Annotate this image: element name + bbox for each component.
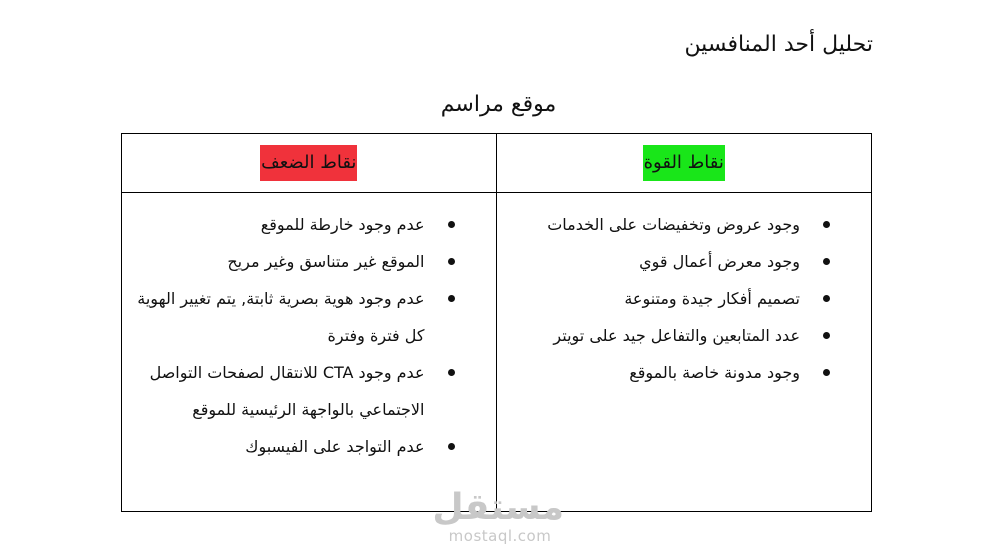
strength-item-text: وجود معرض أعمال قوي — [639, 252, 800, 271]
weakness-item — [125, 354, 425, 428]
weakness-item-text: عدم وجود CTA للانتقال لصفحات التواصل الاجتماعي بالواجهة الرئيسية للموقع — [149, 363, 425, 419]
table-caption: موقع مراسم — [440, 92, 557, 117]
weakness-item — [125, 428, 425, 465]
watermark-logo: مستقل — [432, 487, 564, 528]
weakness-item — [125, 243, 425, 280]
weaknesses-header: نقاط الضعف — [260, 145, 357, 181]
bullet-icon — [448, 258, 455, 265]
page-title: تحليل أحد المنافسين — [684, 32, 873, 57]
swot-table — [121, 133, 872, 512]
bullet-icon — [823, 332, 830, 339]
weakness-item-text: عدم وجود خارطة للموقع — [260, 215, 425, 234]
strengths-header: نقاط القوة — [643, 145, 725, 181]
strengths-cell — [497, 193, 872, 511]
weaknesses-list — [125, 206, 425, 465]
bullet-icon — [448, 295, 455, 302]
weaknesses-cell — [122, 193, 497, 511]
bullet-icon — [448, 443, 455, 450]
bullet-icon — [823, 369, 830, 376]
bullet-icon — [823, 258, 830, 265]
bullet-icon — [823, 295, 830, 302]
weakness-item-text: الموقع غير متناسق وغير مريح — [227, 252, 425, 271]
strength-item — [540, 354, 800, 391]
strength-item — [540, 243, 800, 280]
strength-item — [540, 317, 800, 354]
strength-item — [540, 280, 800, 317]
bullet-icon — [448, 221, 455, 228]
strengths-header-cell — [497, 134, 872, 193]
strength-item — [540, 206, 800, 243]
bullet-icon — [823, 221, 830, 228]
weakness-item-text: عدم وجود هوية بصرية ثابتة, يتم تغيير الهوية كل فترة وفترة — [137, 289, 425, 345]
strength-item-text: عدد المتابعين والتفاعل جيد على تويتر — [553, 326, 800, 345]
weaknesses-header-cell — [122, 134, 497, 193]
weakness-item — [125, 206, 425, 243]
weakness-item — [125, 280, 425, 354]
bullet-icon — [448, 369, 455, 376]
strength-item-text: وجود مدونة خاصة بالموقع — [629, 363, 800, 382]
strengths-list — [540, 206, 800, 391]
weakness-item-text: عدم التواجد على الفيسبوك — [245, 437, 425, 456]
strength-item-text: تصميم أفكار جيدة ومتنوعة — [624, 289, 800, 308]
watermark-url: mostaql.com — [448, 527, 552, 545]
strength-item-text: وجود عروض وتخفيضات على الخدمات — [547, 215, 800, 234]
